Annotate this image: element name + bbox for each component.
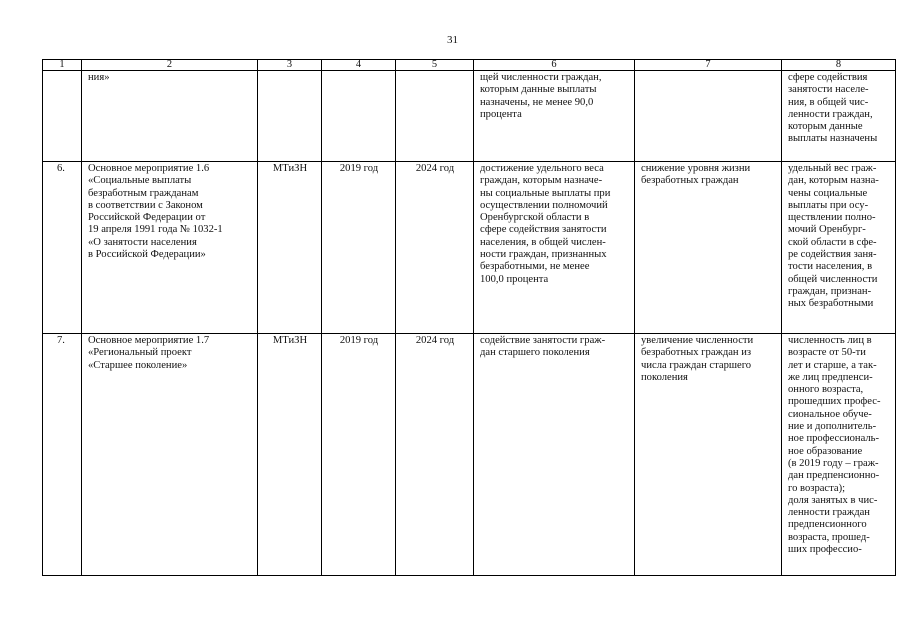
indicator-link: численность лиц в возрасте от 50-ти лет и старше, а так- же лиц предпенси- онного возраста, прошедших профес- сиональное обуче- ние и дополнитель- ное профессиональ- ное образование (в 2019 году – граж- дан предпенсионно- го возраста); доля занятых в чис- ленности граждан предпенсионного возраста, прошед- ших профессио-: [782, 334, 896, 576]
end-year: 2024 год: [396, 334, 474, 576]
column-header: 7: [635, 60, 782, 71]
executor: МТиЗН: [258, 334, 322, 576]
table-row: [43, 162, 896, 334]
column-header: 5: [396, 60, 474, 71]
start-year: 2019 год: [322, 162, 396, 334]
event-name: ния»: [82, 71, 258, 162]
event-name: Основное мероприятие 1.6 «Социальные выплаты безработным гражданам в соответствии с Законом Российской Федерации от 19 апреля 1991 года № 1032-1 «О занятости населения в Российской Федерации»: [82, 162, 258, 334]
consequence: увеличение численности безработных граждан из числа граждан старшего поколения: [635, 334, 782, 576]
start-year: 2019 год: [322, 334, 396, 576]
executor: МТиЗН: [258, 162, 322, 334]
consequence: [635, 71, 782, 162]
column-header: 1: [43, 60, 82, 71]
start-year: [322, 71, 396, 162]
column-number-header: [43, 60, 896, 71]
expected-result: щей численности граждан, которым данные выплаты назначены, не менее 90,0 процента: [474, 71, 635, 162]
event-name: Основное мероприятие 1.7 «Региональный проект «Старшее поколение»: [82, 334, 258, 576]
expected-result: содействие занятости граж- дан старшего поколения: [474, 334, 635, 576]
column-header: 4: [322, 60, 396, 71]
column-header: 6: [474, 60, 635, 71]
row-number: [43, 71, 82, 162]
table-row: [43, 71, 896, 162]
expected-result: достижение удельного веса граждан, которым назначе- ны социальные выплаты при осуществлении полномочий Оренбургской области в сфере содействия занятости населения, в общей числен- ности граждан, признанных безработными, не менее 100,0 процента: [474, 162, 635, 334]
column-header: 2: [82, 60, 258, 71]
column-header: 8: [782, 60, 896, 71]
consequence: снижение уровня жизни безработных граждан: [635, 162, 782, 334]
end-year: [396, 71, 474, 162]
row-number: 6.: [43, 162, 82, 334]
row-number: 7.: [43, 334, 82, 576]
end-year: 2024 год: [396, 162, 474, 334]
executor: [258, 71, 322, 162]
indicator-link: сфере содействия занятости населе- ния, в общей чис- ленности граждан, которым данные выплаты назначены: [782, 71, 896, 162]
table-row: [43, 334, 896, 576]
column-header: 3: [258, 60, 322, 71]
measures-table: [42, 59, 896, 576]
page-number: 31: [447, 34, 458, 46]
indicator-link: удельный вес граж- дан, которым назна- чены социальные выплаты при осу- ществлении полно- мочий Оренбург- ской области в сфе- ре содействия заня- тости населения, в общей численности граждан, признан- ных безработными: [782, 162, 896, 334]
